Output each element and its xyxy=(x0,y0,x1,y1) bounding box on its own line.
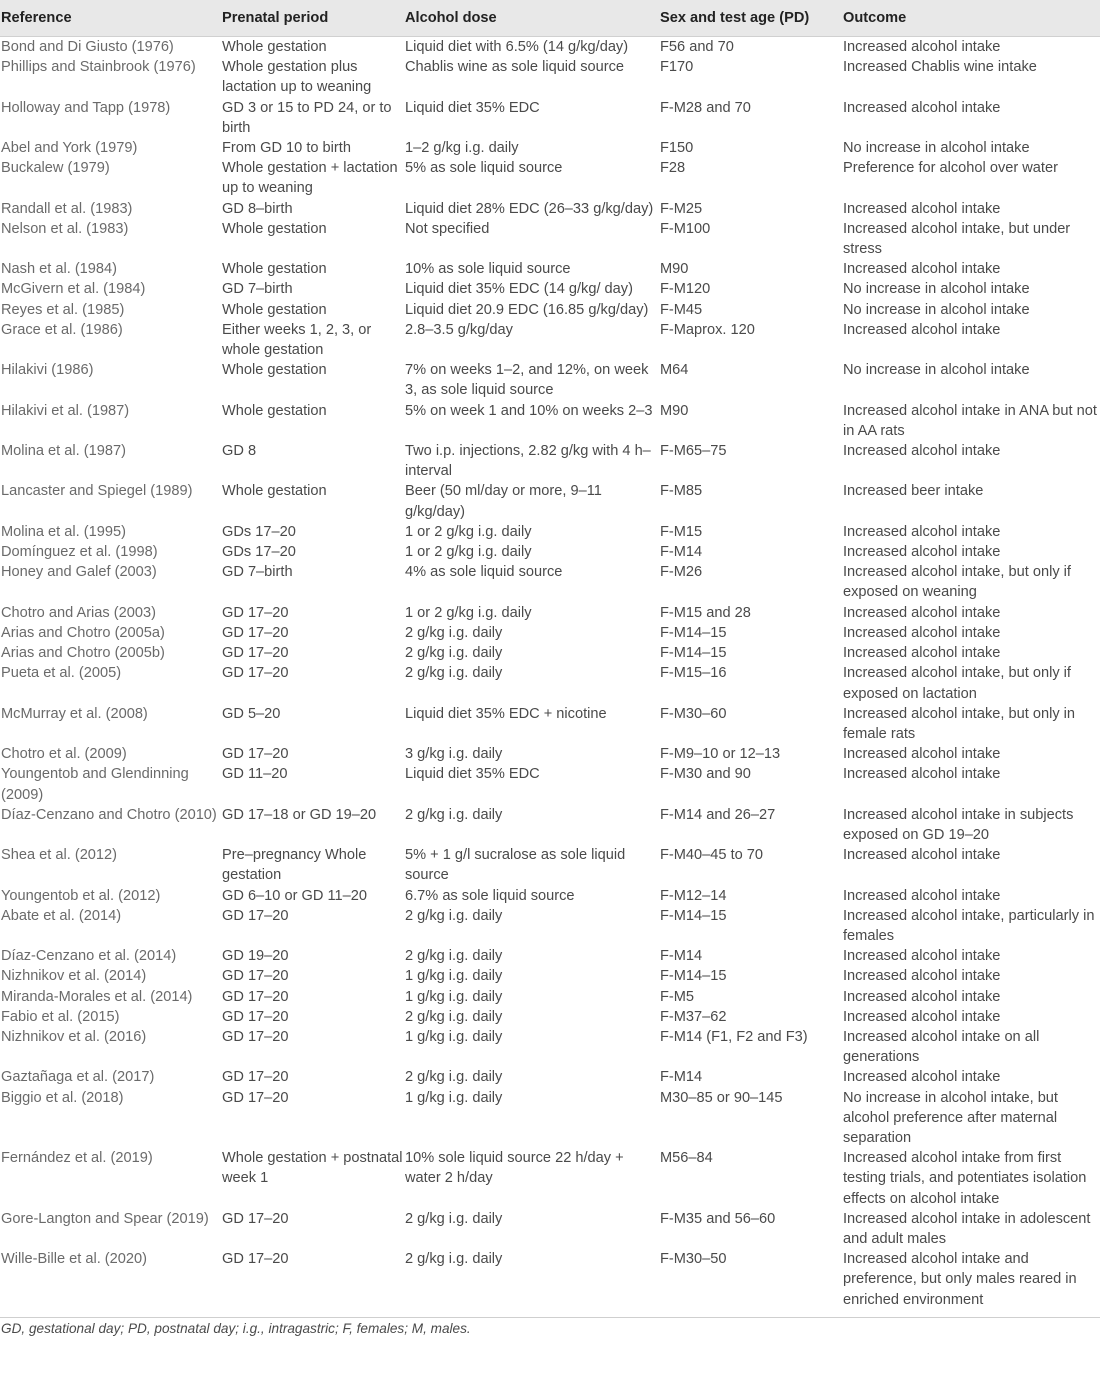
cell-sex-test-age: F-M45 xyxy=(660,301,703,318)
cell-outcome: Increased alcohol intake, particularly in females xyxy=(843,907,1095,944)
cell-alcohol-dose: Liquid diet 35% EDC (14 g/kg/ day) xyxy=(405,281,633,298)
cell-outcome: Increased alcohol intake in ANA but not in AA rats xyxy=(843,402,1097,439)
cell-prenatal-period: GD 19–20 xyxy=(222,948,289,965)
cell-outcome: Increased alcohol intake xyxy=(843,746,1001,763)
cell-reference: Arias and Chotro (2005b) xyxy=(1,645,165,662)
cell-alcohol-dose: 10% sole liquid source 22 h/day + water 2 h/day xyxy=(405,1150,624,1187)
cell-sex-test-age: M56–84 xyxy=(660,1150,713,1167)
cell-prenatal-period: Pre–pregnancy Whole gestation xyxy=(222,847,367,884)
cell-prenatal-period: GD 17–20 xyxy=(222,645,289,662)
cell-sex-test-age: F-M14–15 xyxy=(660,624,727,641)
cell-sex-test-age: F-M15 xyxy=(660,523,703,540)
header-reference: Reference xyxy=(0,0,222,37)
cell-outcome: No increase in alcohol intake xyxy=(843,281,1030,298)
cell-sex-test-age: F-M9–10 or 12–13 xyxy=(660,746,781,763)
table-row xyxy=(0,57,1100,97)
cell-alcohol-dose: 5% on week 1 and 10% on weeks 2–3 xyxy=(405,402,653,419)
cell-outcome: Increased alcohol intake, but only if exposed on lactation xyxy=(843,665,1071,702)
cell-outcome: No increase in alcohol intake, but alcohol preference after maternal separation xyxy=(843,1089,1058,1146)
cell-sex-test-age: F-M14 xyxy=(660,948,703,965)
cell-sex-test-age: F-M14 xyxy=(660,1069,703,1086)
cell-alcohol-dose: 1 or 2 g/kg i.g. daily xyxy=(405,544,532,561)
header-prenatal-period: Prenatal period xyxy=(222,0,405,37)
cell-prenatal-period: GD 8–birth xyxy=(222,200,293,217)
cell-sex-test-age: F-M14 and 26–27 xyxy=(660,806,776,823)
cell-outcome: Increased alcohol intake, but only if exposed on weaning xyxy=(843,564,1071,601)
table-row xyxy=(0,1148,1100,1209)
cell-prenatal-period: Whole gestation plus lactation up to weaning xyxy=(222,59,372,96)
table-row xyxy=(0,320,1100,360)
cell-outcome: Increased alcohol intake xyxy=(843,847,1001,864)
cell-sex-test-age: F-M25 xyxy=(660,200,703,217)
cell-alcohol-dose: 1 g/kg i.g. daily xyxy=(405,988,503,1005)
cell-alcohol-dose: 1 g/kg i.g. daily xyxy=(405,968,503,985)
cell-alcohol-dose: 2 g/kg i.g. daily xyxy=(405,624,503,641)
table-row xyxy=(0,98,1100,138)
cell-prenatal-period: Whole gestation xyxy=(222,402,327,419)
cell-prenatal-period: GD 17–20 xyxy=(222,1008,289,1025)
cell-reference: Lancaster and Spiegel (1989) xyxy=(1,483,193,500)
cell-reference: Gaztañaga et al. (2017) xyxy=(1,1069,155,1086)
cell-alcohol-dose: 2 g/kg i.g. daily xyxy=(405,1210,503,1227)
cell-prenatal-period: From GD 10 to birth xyxy=(222,140,351,157)
cell-prenatal-period: GD 8 xyxy=(222,443,257,460)
cell-alcohol-dose: 3 g/kg i.g. daily xyxy=(405,746,503,763)
cell-reference: Youngentob and Glendinning (2009) xyxy=(1,766,189,803)
cell-sex-test-age: F-M5 xyxy=(660,988,695,1005)
cell-reference: Biggio et al. (2018) xyxy=(1,1089,124,1106)
cell-outcome: Increased alcohol intake, but under stress xyxy=(843,220,1071,258)
cell-alcohol-dose: Liquid diet 35% EDC xyxy=(405,99,540,116)
table-row xyxy=(0,966,1100,986)
cell-reference: Honey and Galef (2003) xyxy=(1,564,157,581)
cell-prenatal-period: GD 7–birth xyxy=(222,564,293,581)
cell-alcohol-dose: 2 g/kg i.g. daily xyxy=(405,1008,503,1025)
cell-reference: Abel and York (1979) xyxy=(1,140,138,157)
cell-outcome: Increased alcohol intake xyxy=(843,523,1001,540)
cell-outcome: Increased alcohol intake xyxy=(843,645,1001,662)
cell-reference: Holloway and Tapp (1978) xyxy=(1,99,171,116)
cell-alcohol-dose: Liquid diet with 6.5% (14 g/kg/day) xyxy=(405,39,629,55)
cell-outcome: Increased alcohol intake on all generations xyxy=(843,1028,1040,1066)
table-row xyxy=(0,360,1100,400)
cell-reference: Nash et al. (1984) xyxy=(1,261,118,278)
cell-outcome: Preference for alcohol over water xyxy=(843,160,1058,177)
cell-sex-test-age: F-M30–60 xyxy=(660,705,727,722)
cell-alcohol-dose: 1 or 2 g/kg i.g. daily xyxy=(405,523,532,540)
cell-prenatal-period: Whole gestation xyxy=(222,362,327,379)
table-row xyxy=(0,663,1100,703)
cell-sex-test-age: F-M120 xyxy=(660,281,711,298)
cell-reference: Abate et al. (2014) xyxy=(1,907,122,924)
table-row xyxy=(0,764,1100,804)
cell-reference: Wille-Bille et al. (2020) xyxy=(0,1249,222,1317)
cell-outcome: Increased alcohol intake xyxy=(843,766,1001,783)
cell-prenatal-period: GD 17–20 xyxy=(222,746,289,763)
cell-alcohol-dose: 5% + 1 g/l sucralose as sole liquid source xyxy=(405,847,626,884)
cell-sex-test-age: F56 and 70 xyxy=(660,39,734,55)
table-row xyxy=(0,441,1100,481)
cell-prenatal-period: GD 17–20 xyxy=(222,1210,289,1227)
cell-sex-test-age: F-M35 and 56–60 xyxy=(660,1210,776,1227)
cell-prenatal-period: Whole gestation xyxy=(222,261,327,278)
table-row xyxy=(0,1088,1100,1149)
cell-reference: Chotro et al. (2009) xyxy=(1,746,127,763)
cell-alcohol-dose: 2 g/kg i.g. daily xyxy=(405,1249,660,1317)
cell-prenatal-period: GD 17–20 xyxy=(222,968,289,985)
cell-outcome: Increased alcohol intake in subjects exposed on GD 19–20 xyxy=(843,806,1074,843)
cell-alcohol-dose: 6.7% as sole liquid source xyxy=(405,887,575,904)
table-row xyxy=(0,744,1100,764)
cell-prenatal-period: GD 3 or 15 to PD 24, or to birth xyxy=(222,99,392,136)
cell-reference: Miranda-Morales et al. (2014) xyxy=(1,988,193,1005)
cell-outcome: Increased alcohol intake xyxy=(843,988,1001,1005)
cell-reference: Pueta et al. (2005) xyxy=(1,665,122,682)
cell-outcome: Increased alcohol intake xyxy=(843,968,1001,985)
cell-prenatal-period: GD 17–20 xyxy=(222,1089,289,1106)
cell-alcohol-dose: Two i.p. injections, 2.82 g/kg with 4 h–interval xyxy=(405,443,651,480)
cell-reference: Molina et al. (1995) xyxy=(1,523,126,540)
cell-sex-test-age: F-M14 xyxy=(660,544,703,561)
cell-sex-test-age: F-M15 and 28 xyxy=(660,604,751,621)
cell-sex-test-age: F-M14–15 xyxy=(660,907,727,924)
cell-reference: Fernández et al. (2019) xyxy=(1,1150,153,1167)
table-row xyxy=(0,1027,1100,1067)
table-row xyxy=(0,138,1100,158)
table-footnote: GD, gestational day; PD, postnatal day; i.g., intragastric; F, females; M, males. xyxy=(1,1320,471,1336)
cell-reference: Arias and Chotro (2005a) xyxy=(1,624,165,641)
cell-sex-test-age: F-M30 and 90 xyxy=(660,766,751,783)
cell-outcome: Increased beer intake xyxy=(843,483,984,500)
table-row xyxy=(0,300,1100,320)
cell-alcohol-dose: Liquid diet 28% EDC (26–33 g/kg/day) xyxy=(405,200,654,217)
cell-alcohol-dose: 5% as sole liquid source xyxy=(405,160,563,177)
cell-prenatal-period: Whole gestation xyxy=(222,483,327,500)
cell-sex-test-age: M64 xyxy=(660,362,689,379)
cell-reference: Chotro and Arias (2003) xyxy=(1,604,156,621)
cell-alcohol-dose: 2 g/kg i.g. daily xyxy=(405,665,503,682)
cell-outcome: Increased alcohol intake xyxy=(843,948,1001,965)
cell-prenatal-period: GD 6–10 or GD 11–20 xyxy=(222,887,367,904)
table-row xyxy=(0,704,1100,744)
table-row xyxy=(0,279,1100,299)
cell-reference: Nelson et al. (1983) xyxy=(1,220,129,237)
cell-sex-test-age: M90 xyxy=(660,402,689,419)
cell-alcohol-dose: 2 g/kg i.g. daily xyxy=(405,806,503,823)
table-header xyxy=(0,0,1100,37)
cell-sex-test-age: F-Maprox. 120 xyxy=(660,321,755,338)
table-row xyxy=(0,845,1100,885)
cell-outcome: Increased alcohol intake xyxy=(843,1008,1001,1025)
cell-sex-test-age: F-M30–50 xyxy=(660,1249,843,1317)
table-row xyxy=(0,603,1100,623)
cell-prenatal-period: GD 7–birth xyxy=(222,281,293,298)
cell-outcome: Increased alcohol intake xyxy=(843,604,1001,621)
cell-prenatal-period: GD 17–20 xyxy=(222,1249,405,1317)
table-row xyxy=(0,562,1100,602)
table-row xyxy=(0,542,1100,562)
cell-alcohol-dose: 2 g/kg i.g. daily xyxy=(405,948,503,965)
table-row xyxy=(0,987,1100,1007)
header-outcome: Outcome xyxy=(843,0,1100,37)
cell-sex-test-age: F-M85 xyxy=(660,483,703,500)
cell-outcome: Increased alcohol intake and preference, but only males reared in enriched environment xyxy=(843,1249,1100,1317)
cell-prenatal-period: Whole gestation xyxy=(222,301,327,318)
cell-reference: Molina et al. (1987) xyxy=(1,443,126,460)
cell-reference: Domínguez et al. (1998) xyxy=(1,544,158,561)
cell-outcome: Increased alcohol intake xyxy=(843,321,1001,338)
table-row xyxy=(0,906,1100,946)
cell-prenatal-period: GD 17–20 xyxy=(222,907,289,924)
cell-alcohol-dose: 2 g/kg i.g. daily xyxy=(405,907,503,924)
cell-alcohol-dose: 7% on weeks 1–2, and 12%, on week 3, as sole liquid source xyxy=(405,362,649,399)
cell-outcome: Increased alcohol intake xyxy=(843,624,1001,641)
cell-prenatal-period: GD 11–20 xyxy=(222,766,288,783)
cell-reference: Phillips and Stainbrook (1976) xyxy=(1,59,196,76)
table-row xyxy=(0,1067,1100,1087)
cell-prenatal-period: GDs 17–20 xyxy=(222,523,296,540)
cell-alcohol-dose: 1 or 2 g/kg i.g. daily xyxy=(405,604,532,621)
header-alcohol-dose: Alcohol dose xyxy=(405,0,660,37)
cell-reference: Díaz-Cenzano et al. (2014) xyxy=(1,948,177,965)
cell-sex-test-age: F-M65–75 xyxy=(660,443,727,460)
table-row xyxy=(0,37,1100,58)
cell-reference: Fabio et al. (2015) xyxy=(1,1008,120,1025)
cell-sex-test-age: F-M15–16 xyxy=(660,665,727,682)
table-row xyxy=(0,643,1100,663)
cell-prenatal-period: Whole gestation + lactation up to weaning xyxy=(222,160,398,197)
cell-reference: Shea et al. (2012) xyxy=(1,847,118,864)
cell-sex-test-age: F28 xyxy=(660,160,686,177)
table-row xyxy=(0,805,1100,845)
cell-outcome: Increased alcohol intake xyxy=(843,99,1001,116)
cell-reference: Hilakivi (1986) xyxy=(1,362,94,379)
cell-sex-test-age: F-M14 (F1, F2 and F3) xyxy=(660,1028,808,1045)
cell-alcohol-dose: 2.8–3.5 g/kg/day xyxy=(405,321,513,338)
cell-reference: Gore-Langton and Spear (2019) xyxy=(1,1210,209,1227)
table-row xyxy=(0,401,1100,441)
cell-outcome: Increased alcohol intake, but only in female rats xyxy=(843,705,1076,742)
cell-alcohol-dose: 1 g/kg i.g. daily xyxy=(405,1089,503,1106)
table-row xyxy=(0,481,1100,521)
cell-sex-test-age: F-M100 xyxy=(660,220,711,237)
table-row xyxy=(0,259,1100,279)
cell-reference: Díaz-Cenzano and Chotro (2010) xyxy=(1,806,217,823)
cell-outcome: Increased alcohol intake xyxy=(843,39,1001,55)
cell-sex-test-age: M30–85 or 90–145 xyxy=(660,1089,783,1106)
table-row xyxy=(0,219,1100,259)
cell-prenatal-period: GD 5–20 xyxy=(222,705,281,722)
table-row xyxy=(0,522,1100,542)
cell-alcohol-dose: 2 g/kg i.g. daily xyxy=(405,1069,503,1086)
cell-reference: Grace et al. (1986) xyxy=(1,321,123,338)
cell-prenatal-period: Either weeks 1, 2, 3, or whole gestation xyxy=(222,321,372,359)
cell-alcohol-dose: 2 g/kg i.g. daily xyxy=(405,645,503,662)
cell-alcohol-dose: 1 g/kg i.g. daily xyxy=(405,1028,503,1045)
cell-alcohol-dose: Liquid diet 35% EDC + nicotine xyxy=(405,705,607,722)
cell-sex-test-age: F-M40–45 to 70 xyxy=(660,847,764,864)
cell-outcome: Increased alcohol intake xyxy=(843,1069,1001,1086)
table-row xyxy=(0,1249,1100,1317)
cell-prenatal-period: GDs 17–20 xyxy=(222,544,296,561)
cell-sex-test-age: F170 xyxy=(660,59,694,76)
cell-outcome: Increased alcohol intake xyxy=(843,261,1001,278)
cell-reference: McMurray et al. (2008) xyxy=(1,705,148,722)
cell-alcohol-dose: Not specified xyxy=(405,220,490,237)
cell-reference: Nizhnikov et al. (2014) xyxy=(1,968,147,985)
cell-prenatal-period: GD 17–20 xyxy=(222,665,289,682)
cell-sex-test-age: F-M26 xyxy=(660,564,703,581)
cell-prenatal-period: Whole gestation xyxy=(222,220,327,237)
cell-reference: Youngentob et al. (2012) xyxy=(1,887,161,904)
cell-reference: Reyes et al. (1985) xyxy=(1,301,125,318)
cell-reference: McGivern et al. (1984) xyxy=(1,281,146,298)
table-row xyxy=(0,1209,1100,1249)
cell-outcome: Increased alcohol intake xyxy=(843,200,1001,217)
cell-sex-test-age: F-M37–62 xyxy=(660,1008,727,1025)
cell-prenatal-period: GD 17–20 xyxy=(222,1028,289,1045)
table-row xyxy=(0,946,1100,966)
cell-alcohol-dose: Liquid diet 20.9 EDC (16.85 g/kg/day) xyxy=(405,301,649,318)
cell-reference: Bond and Di Giusto (1976) xyxy=(1,39,174,55)
cell-prenatal-period: Whole gestation + postnatal week 1 xyxy=(222,1150,403,1187)
cell-reference: Randall et al. (1983) xyxy=(1,200,133,217)
cell-alcohol-dose: Liquid diet 35% EDC xyxy=(405,766,540,783)
cell-prenatal-period: GD 17–20 xyxy=(222,624,289,641)
table-row xyxy=(0,623,1100,643)
table-row xyxy=(0,1007,1100,1027)
cell-prenatal-period: Whole gestation xyxy=(222,39,327,55)
cell-sex-test-age: F-M14–15 xyxy=(660,968,727,985)
cell-prenatal-period: GD 17–20 xyxy=(222,1069,289,1086)
header-row xyxy=(0,0,1100,37)
cell-prenatal-period: GD 17–20 xyxy=(222,988,289,1005)
cell-reference: Buckalew (1979) xyxy=(1,160,110,177)
cell-outcome: Increased alcohol intake from first testing trials, and potentiates isolation effects on alcohol intake xyxy=(843,1150,1087,1207)
table-row xyxy=(0,158,1100,198)
cell-sex-test-age: M90 xyxy=(660,261,689,278)
cell-outcome: Increased alcohol intake in adolescent and adult males xyxy=(843,1210,1091,1247)
cell-alcohol-dose: 4% as sole liquid source xyxy=(405,564,563,581)
cell-reference: Nizhnikov et al. (2016) xyxy=(1,1028,147,1045)
table-body xyxy=(0,37,1100,1318)
cell-sex-test-age: F150 xyxy=(660,140,694,157)
cell-prenatal-period: GD 17–20 xyxy=(222,604,289,621)
header-sex-test-age: Sex and test age (PD) xyxy=(660,0,843,37)
cell-outcome: No increase in alcohol intake xyxy=(843,301,1030,318)
cell-outcome: Increased alcohol intake xyxy=(843,544,1001,561)
cell-reference: Hilakivi et al. (1987) xyxy=(1,402,130,419)
cell-alcohol-dose: 10% as sole liquid source xyxy=(405,261,571,278)
cell-outcome: No increase in alcohol intake xyxy=(843,362,1030,379)
table-row xyxy=(0,886,1100,906)
cell-alcohol-dose: 1–2 g/kg i.g. daily xyxy=(405,140,519,157)
cell-sex-test-age: F-M14–15 xyxy=(660,645,727,662)
cell-outcome: Increased alcohol intake xyxy=(843,887,1001,904)
table-row xyxy=(0,199,1100,219)
cell-outcome: Increased Chablis wine intake xyxy=(843,59,1037,76)
cell-sex-test-age: F-M28 and 70 xyxy=(660,99,751,116)
cell-outcome: Increased alcohol intake xyxy=(843,443,1001,460)
cell-alcohol-dose: Chablis wine as sole liquid source xyxy=(405,59,625,76)
cell-sex-test-age: F-M12–14 xyxy=(660,887,727,904)
cell-alcohol-dose: Beer (50 ml/day or more, 9–11 g/kg/day) xyxy=(405,483,602,520)
cell-outcome: No increase in alcohol intake xyxy=(843,140,1030,157)
cell-prenatal-period: GD 17–18 or GD 19–20 xyxy=(222,806,377,823)
